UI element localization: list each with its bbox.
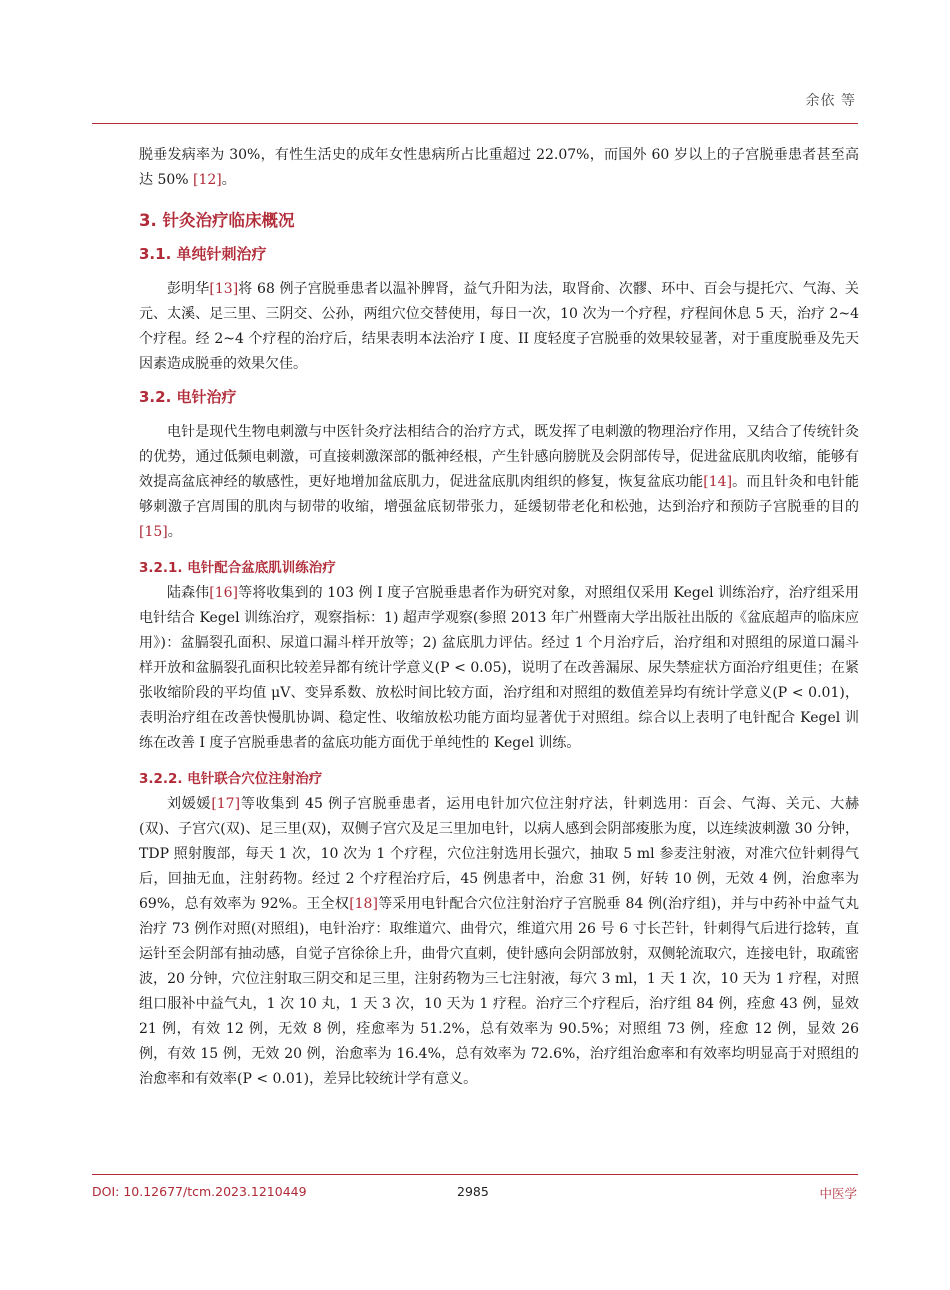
citation-link-14[interactable]: [14]	[703, 474, 733, 490]
section-3-2-paragraph	[139, 420, 859, 545]
citation-link-15[interactable]: [15]	[139, 524, 168, 540]
citation-link-18[interactable]: [18]	[349, 896, 378, 912]
s31-author: 彭明华	[167, 281, 210, 297]
running-head-authors: 余依 等	[805, 93, 856, 109]
s322-author: 刘媛媛	[167, 796, 212, 812]
header-divider	[92, 123, 858, 124]
section-3-1-heading: 3.1. 单纯针刺治疗	[139, 245, 267, 263]
citation-link-16[interactable]: [16]	[209, 585, 239, 601]
section-3-2-2-heading: 3.2.2. 电针联合穴位注射治疗	[139, 771, 323, 787]
s32-text-c: 。	[167, 524, 182, 540]
citation-link-17[interactable]: [17]	[211, 796, 241, 812]
section-3-2-1-heading: 3.2.1. 电针配合盆底肌训练治疗	[139, 560, 336, 576]
section-3-2-2-paragraph	[139, 792, 859, 1092]
article-body	[139, 143, 859, 1092]
s32-text-a: 电针是现代生物电刺激与中医针灸疗法相结合的治疗方式，既发挥了电刺激的物理治疗作用，又结合了传统针灸的优势，通过低频电刺激，可直接刺激深部的骶神经根，产生针感向膀胱及会阴部传导，促进盆底肌肉收缩，能够有效提高盆底神经的敏感性，更好地增加盆底肌力，促进盆底肌肉组织的修复，恢复盆底功能	[139, 424, 859, 490]
intro-text: 脱垂发病率为 30%，有性生活史的成年女性患病所占比重超过 22.07%，而国外 60 岁以上的子宫脱垂患者甚至高达 50%	[139, 147, 859, 188]
s322-text-c: 等采用电针配合穴位注射治疗子宫脱垂 84 例(治疗组)，并与中药补中益气丸治疗 73 例作对照(对照组)，电针治疗：取维道穴、曲骨穴，维道穴用 26 号 6 寸长芒针，针刺得气后进行捻转，直运针至会阴部有抽动感，自觉子宫徐徐上升，曲骨穴直刺，使针感向会阴部放射，双侧轮流取穴，连接电针，取疏密波，20 分钟，穴位注射取三阴交和足三里，注射药物为三七注射液，每穴 3 ml，1 天 1 次，10 天为 1 疗程，对照组口服补中益气丸，1 次 10 丸，1 天 3 次，10 天为 1 疗程。治疗三个疗程后，治疗组 84 例，痊愈 43 例，显效 21 例，有效 12 例，无效 8 例，痊愈率为 51.2%，总有效率为 90.5%；对照组 73 例，痊愈 12 例，显效 26 例，有效 15 例，无效 20 例，治愈率为 16.4%，总有效率为 72.6%，治疗组治愈率和有效率均明显高于对照组的治愈率和有效率(P < 0.01)，差异比较统计学有意义。	[139, 896, 859, 1087]
intro-end: 。	[221, 172, 236, 188]
citation-link-13[interactable]: [13]	[209, 281, 239, 297]
footer-journal-name: 中医学	[819, 1186, 857, 1201]
intro-paragraph	[139, 143, 859, 193]
s321-author: 陆森伟	[167, 585, 210, 601]
s31-text: 将 68 例子宫脱垂患者以温补脾肾，益气升阳为法，取肾俞、次髎、环中、百会与提托穴、气海、关元、太溪、足三里、三阴交、公孙，两组穴位交替使用，每日一次，10 次为一个疗程，疗程间休息 5 天，治疗 2~4 个疗程。经 2~4 个疗程的治疗后，结果表明本法治疗 I 度、II 度轻度子宫脱垂的效果较显著，对于重度脱垂及先天因素造成脱垂的效果欠佳。	[139, 281, 859, 372]
citation-link-12[interactable]: [12]	[193, 172, 222, 188]
footer-divider	[92, 1174, 858, 1175]
footer-doi-link[interactable]: DOI: 10.12677/tcm.2023.1210449	[92, 1184, 307, 1199]
section-3-2-heading: 3.2. 电针治疗	[139, 388, 237, 406]
s321-text: 等将收集到的 103 例 I 度子宫脱垂患者作为研究对象，对照组仅采用 Kegel 训练治疗，治疗组采用电针结合 Kegel 训练治疗，观察指标：1) 超声学观察(参照 2013 年广州暨南大学出版社出版的《盆底超声的临床应用》)：盆膈裂孔面积、尿道口漏斗样开放等；2) 盆底肌力评估。经过 1 个月治疗后，治疗组和对照组的尿道口漏斗样开放和盆膈裂孔面积比较差异都有统计学意义(P < 0.05)，说明了在改善漏尿、尿失禁症状方面治疗组更佳；在紧张收缩阶段的平均值 μV、变异系数、放松时间比较方面，治疗组和对照组的数值差异均有统计学意义(P < 0.01)，表明治疗组在改善快慢肌协调、稳定性、收缩放松功能方面均显著优于对照组。综合以上表明了电针配合 Kegel 训练在改善 I 度子宫脱垂患者的盆底功能方面优于单纯性的 Kegel 训练。	[139, 585, 860, 751]
footer-page-number: 2985	[457, 1184, 489, 1199]
section-3-heading: 3. 针灸治疗临床概况	[139, 211, 295, 230]
s322-text-b: 等收集到 45 例子宫脱垂患者，运用电针加穴位注射疗法，针刺选用：百会、气海、关元、大赫(双)、子宫穴(双)、足三里(双)，双侧子宫穴及足三里加电针，以病人感到会阴部痠胀为度，以连续波刺激 30 分钟，TDP 照射腹部，每天 1 次，10 次为 1 个疗程，穴位注射选用长强穴，抽取 5 ml 参麦注射液，对准穴位针刺得气后，回抽无血，注射药物。经过 2 个疗程治疗后，45 例患者中，治愈 31 例，好转 10 例，无效 4 例，治愈率为 69%，总有效率为 92%。王全权	[139, 796, 860, 912]
section-3-2-1-paragraph	[139, 581, 859, 756]
section-3-1-paragraph	[139, 277, 859, 377]
s32-text-b: 。而且针灸和电针能够刺激子宫周围的肌肉与韧带的收缩，增强盆底韧带张力，延缓韧带老化和松弛，达到治疗和预防子宫脱垂的目的	[139, 474, 860, 515]
